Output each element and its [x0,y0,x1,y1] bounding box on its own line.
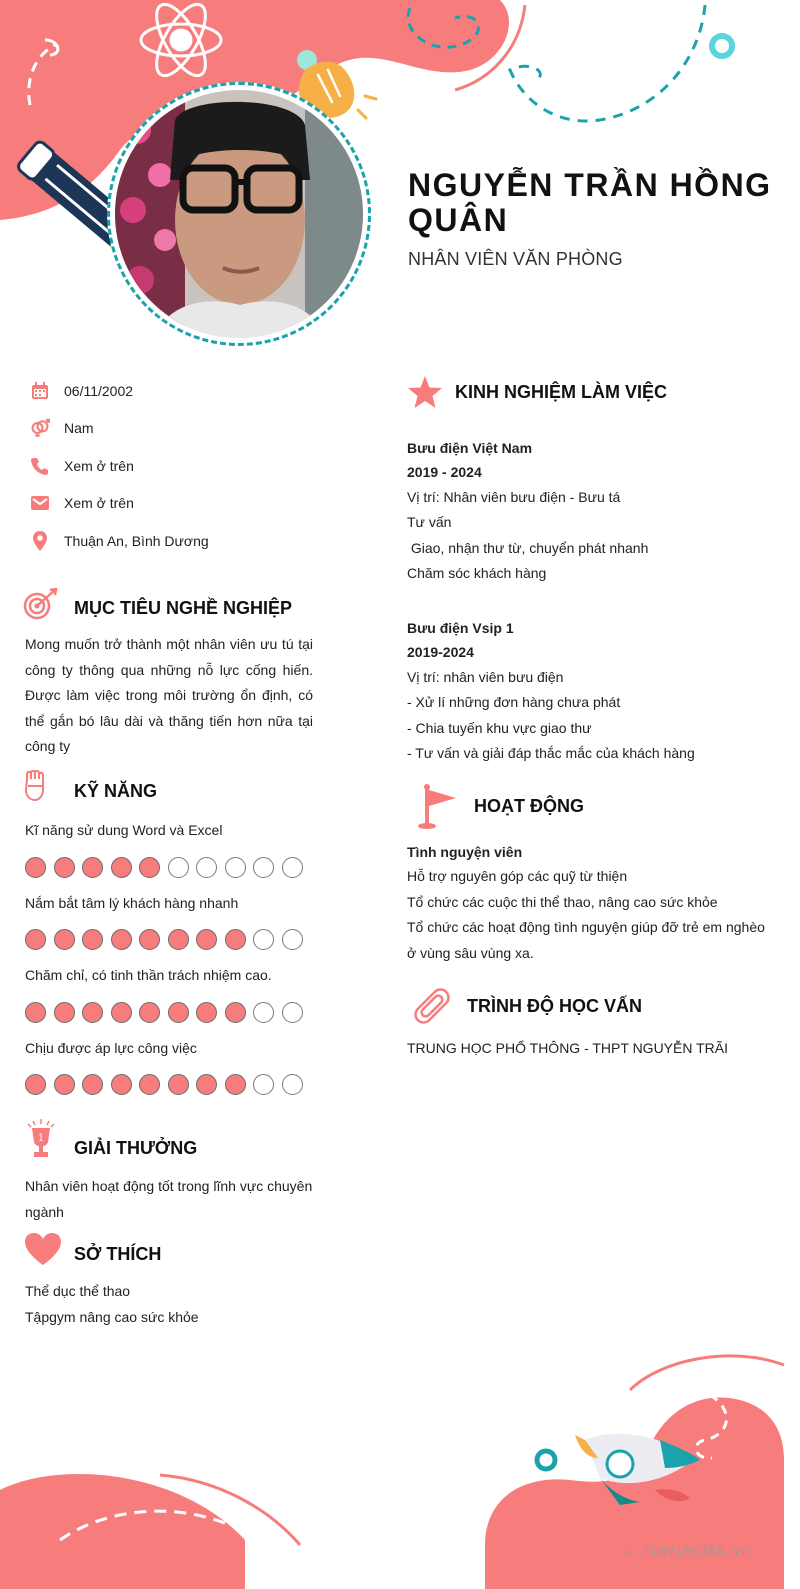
skill-dot [196,857,217,878]
job-detail: - Tư vấn và giải đáp thắc mắc của khách hàng [407,745,695,761]
contact-birthdate [30,379,134,403]
skill-dot [168,857,189,878]
location-icon [30,531,50,551]
heart-icon [24,1232,62,1271]
avatar-frame [107,82,371,346]
trophy-icon [24,1118,58,1165]
job-detail: Chăm sóc khách hàng [407,565,547,581]
job-period: 2019-2024 [407,644,474,660]
skill-rating [25,857,303,878]
contact-address [30,529,209,553]
education-title: TRÌNH ĐỘ HỌC VẤN [467,996,642,1016]
skill-dot [139,929,160,950]
target-icon [22,588,58,625]
skill-dot [168,929,189,950]
skill-dot [253,857,274,878]
objective-text: Mong muốn trở thành một nhân viên ưu tú tại công ty thông qua những nỗ lực cống hiến. Được làm việc trong môi trường ổn định, có thể gắn bó lâu dài và thăng tiến hơn nữa tại công ty [25,636,313,754]
contact-gender [30,416,94,440]
skill-dot [54,1002,75,1023]
skill-label: Nắm bắt tâm lý khách hàng nhanh [25,895,239,911]
gender-icon [30,418,50,438]
activity-heading: Tình nguyện viên [407,844,523,860]
activity-item: Tổ chức các cuộc thi thể thao, nâng cao sức khỏe [407,894,718,910]
skill-dot [25,857,46,878]
job-company: Bưu điện Việt Nam [407,440,533,456]
job-detail: - Chia tuyến khu vực giao thư [407,720,592,736]
skill-dot [282,1074,303,1095]
calendar-icon [30,381,50,401]
hobby-item: Thể dục thể thao [25,1283,131,1299]
gender-value: Nam [64,420,94,436]
skill-label: Chăm chỉ, có tinh thần trách nhiệm cao. [25,967,272,983]
birthdate-value: 06/11/2002 [64,383,134,399]
skill-dot [282,857,303,878]
skill-dot [168,1074,189,1095]
awards-text: Nhân viên hoạt động tốt trong lĩnh vực chuyên ngành [25,1178,313,1220]
hobbies-title: SỞ THÍCH [74,1244,162,1264]
skill-dot [253,1002,274,1023]
education-text: TRUNG HỌC PHỔ THÔNG - THPT NGUYỄN TRÃI [407,1040,728,1056]
skill-label: Chịu được áp lực công việc [25,1040,197,1056]
candidate-name: NGUYỄN TRẦN HỒNG QUÂN [408,167,772,238]
skill-dot [82,1074,103,1095]
candidate-position: NHÂN VIÊN VĂN PHÒNG [408,249,623,269]
skill-dot [111,929,132,950]
phone-value: Xem ở trên [64,458,134,474]
star-icon [407,375,443,414]
skill-dot [54,857,75,878]
svg-text:1: 1 [37,1133,45,1144]
skill-rating [25,1002,303,1023]
paperclip-icon [410,986,454,1031]
flag-icon [414,784,458,835]
contact-phone [30,454,134,478]
job-detail: Vị trí: Nhân viên bưu điện - Bưu tá [407,489,621,505]
skill-dot [54,1074,75,1095]
skill-dot [111,1002,132,1023]
skill-rating [25,929,303,950]
job-detail: Tư vấn [407,514,452,530]
email-icon [30,493,50,513]
skill-rating [25,1074,303,1095]
skill-dot [139,857,160,878]
address-value: Thuận An, Bình Dương [64,533,209,549]
skill-dot [253,929,274,950]
skill-dot [225,929,246,950]
phone-icon [30,456,50,476]
skill-dot [225,1002,246,1023]
skill-dot [25,929,46,950]
avatar [115,90,363,338]
awards-title: GIẢI THƯỞNG [74,1138,198,1158]
email-value: Xem ở trên [64,495,134,511]
skill-dot [196,929,217,950]
job-company: Bưu điện Vsip 1 [407,620,514,636]
skill-dot [111,857,132,878]
contact-email [30,491,134,515]
job-period: 2019 - 2024 [407,464,482,480]
skill-dot [225,857,246,878]
skill-dot [253,1074,274,1095]
skill-label: Kĩ năng sử dung Word và Excel [25,822,223,838]
skill-dot [25,1002,46,1023]
activity-item: Hỗ trợ nguyên góp các quỹ từ thiện [407,868,628,884]
skill-dot [139,1074,160,1095]
skill-dot [25,1074,46,1095]
experience-title: KINH NGHIỆM LÀM VIỆC [455,382,668,402]
skill-dot [196,1074,217,1095]
skill-dot [225,1074,246,1095]
skill-dot [82,1002,103,1023]
skill-dot [82,857,103,878]
job-detail: Vị trí: nhân viên bưu điện [407,669,564,685]
skill-dot [168,1002,189,1023]
skill-dot [196,1002,217,1023]
skill-dot [139,1002,160,1023]
objective-title: MỤC TIÊU NGHỀ NGHIỆP [74,598,293,618]
job-detail: Giao, nhận thư từ, chuyển phát nhanh [407,540,649,556]
activities-title: HOẠT ĐỘNG [474,796,584,816]
activity-item: Tổ chức các hoạt động tình nguyện giúp đỡ trẻ em nghèo ở vùng sâu vùng xa. [407,919,765,961]
skill-dot [111,1074,132,1095]
skill-dot [282,1002,303,1023]
skills-title: KỸ NĂNG [74,781,158,801]
watermark: ∴ Timviec365.vn [625,1544,750,1559]
job-detail: - Xử lí những đơn hàng chưa phát [407,694,621,710]
hobby-item: Tậpgym nâng cao sức khỏe [25,1309,199,1325]
fist-icon [24,770,46,807]
skill-dot [282,929,303,950]
skill-dot [82,929,103,950]
skill-dot [54,929,75,950]
